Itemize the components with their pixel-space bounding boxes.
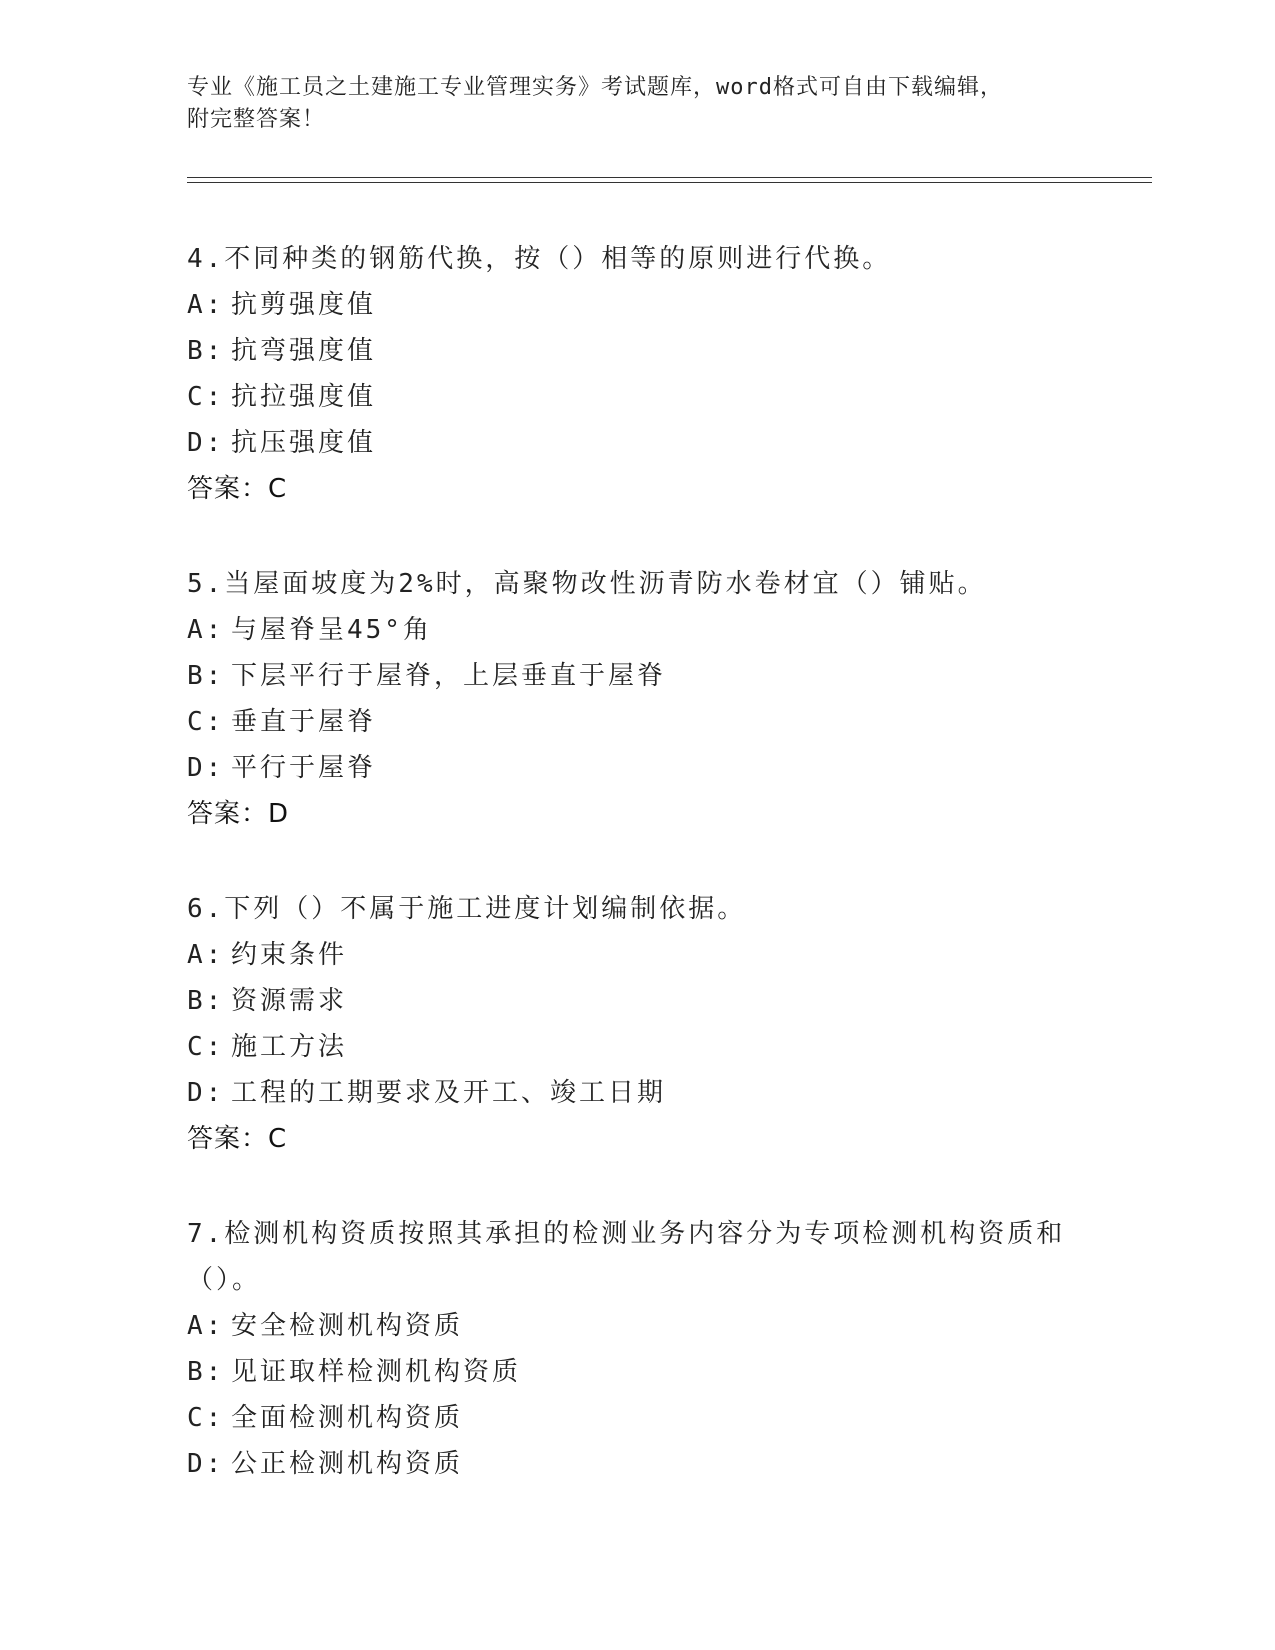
option-a	[187, 932, 1107, 978]
question-stem-continuation: （）。	[187, 1265, 262, 1295]
option-a	[187, 1303, 1107, 1349]
option-b	[187, 653, 1107, 699]
option-d	[187, 1070, 1107, 1116]
option-b	[187, 1349, 1107, 1395]
option-c	[187, 1024, 1107, 1070]
option-key: D:	[187, 1078, 225, 1108]
option-text: 资源需求	[231, 986, 348, 1016]
option-text: 安全检测机构资质	[231, 1311, 464, 1341]
option-key: C:	[187, 707, 225, 737]
option-d	[187, 745, 1107, 791]
option-text: 见证取样检测机构资质	[231, 1357, 522, 1387]
header-divider-top	[187, 177, 1152, 178]
option-text: 工程的工期要求及开工、竣工日期	[231, 1078, 667, 1108]
question-5	[187, 561, 1107, 837]
question-stem: 6.下列（）不属于施工进度计划编制依据。	[187, 894, 747, 924]
option-c	[187, 374, 1107, 420]
answer-line: 答案：C	[187, 474, 288, 504]
option-key: D:	[187, 1449, 225, 1479]
option-key: C:	[187, 1403, 225, 1433]
question-stem: 4.不同种类的钢筋代换，按（）相等的原则进行代换。	[187, 244, 892, 274]
option-key: B:	[187, 661, 225, 691]
question-list	[187, 236, 1107, 1536]
option-b	[187, 978, 1107, 1024]
option-key: A:	[187, 940, 225, 970]
option-a	[187, 607, 1107, 653]
option-c	[187, 1395, 1107, 1441]
document-header	[187, 72, 1087, 136]
option-text: 垂直于屋脊	[231, 707, 377, 737]
option-key: B:	[187, 986, 225, 1016]
option-key: A:	[187, 290, 225, 320]
option-key: B:	[187, 336, 225, 366]
option-text: 公正检测机构资质	[231, 1449, 464, 1479]
option-text: 抗剪强度值	[231, 290, 377, 320]
option-c	[187, 699, 1107, 745]
option-key: D:	[187, 753, 225, 783]
question-4	[187, 236, 1107, 512]
answer-line: 答案：D	[187, 799, 290, 829]
option-key: B:	[187, 1357, 225, 1387]
option-text: 平行于屋脊	[231, 753, 377, 783]
question-stem: 5.当屋面坡度为2%时，高聚物改性沥青防水卷材宜（）铺贴。	[187, 569, 987, 599]
option-key: A:	[187, 1311, 225, 1341]
option-text: 全面检测机构资质	[231, 1403, 464, 1433]
answer-line: 答案：C	[187, 1124, 288, 1154]
option-text: 抗拉强度值	[231, 382, 377, 412]
header-line-2: 附完整答案！	[187, 107, 326, 132]
option-d	[187, 420, 1107, 466]
option-text: 下层平行于屋脊，上层垂直于屋脊	[231, 661, 667, 691]
option-d	[187, 1441, 1107, 1487]
header-line-1: 专业《施工员之土建施工专业管理实务》考试题库，word格式可自由下载编辑，	[187, 75, 1003, 100]
option-text: 施工方法	[231, 1032, 348, 1062]
option-text: 抗弯强度值	[231, 336, 377, 366]
option-a	[187, 282, 1107, 328]
option-key: C:	[187, 382, 225, 412]
option-text: 约束条件	[231, 940, 348, 970]
question-6	[187, 886, 1107, 1162]
option-text: 与屋脊呈45°角	[231, 615, 432, 645]
option-key: A:	[187, 615, 225, 645]
header-divider-bottom	[187, 182, 1152, 183]
question-stem: 7.检测机构资质按照其承担的检测业务内容分为专项检测机构资质和 （）。	[187, 1211, 1107, 1303]
option-text: 抗压强度值	[231, 428, 377, 458]
question-7	[187, 1211, 1107, 1487]
option-key: D:	[187, 428, 225, 458]
option-b	[187, 328, 1107, 374]
option-key: C:	[187, 1032, 225, 1062]
